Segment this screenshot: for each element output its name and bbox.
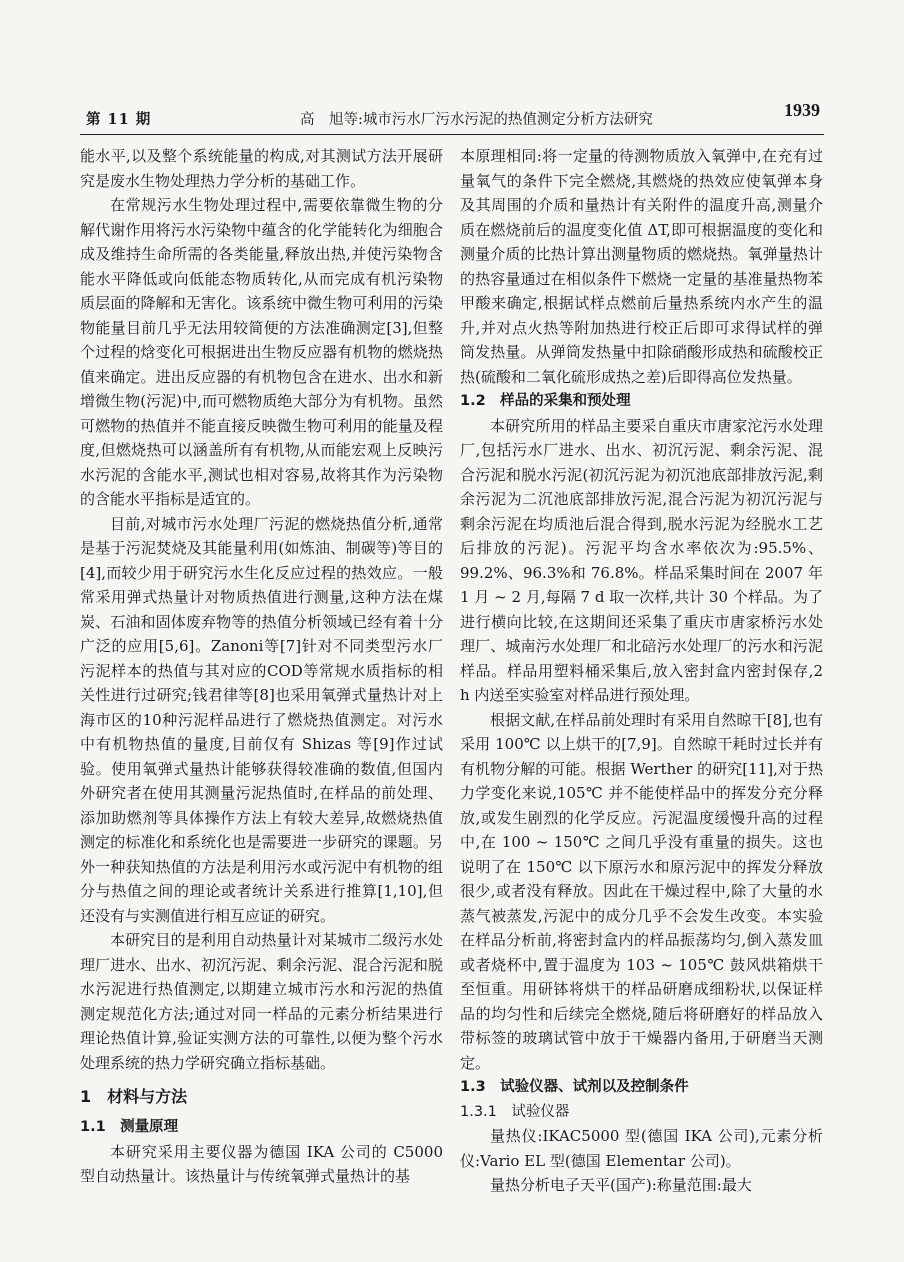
paragraph: 本研究采用主要仪器为德国 IKA 公司的 C5000 型自动热量计。该热量计与传统氧弹式量热计的基: [80, 1142, 443, 1185]
paragraph: 本研究所用的样品主要采自重庆市唐家沱污水处理厂,包括污水厂进水、出水、初沉污泥、剩余污泥、混合污泥和脱水污泥(初沉污泥为初沉池底部排放污泥,剩余污泥为二沉池底部排放污泥,混合污泥为初沉污泥与剩余污泥在均质池后混合得到,脱水污泥为经脱水工艺后排放的污泥)。污泥平均含水率依次为:95.5%、99.2%、96.3%和 76.8%。样品采集时间在 2007 年 1 月 ~ 2 月,每隔 7 d 取一次样,共计 30 个样品。为了进行横向比较,在这期间还采集了重庆市唐家桥污水处理厂、城南污水处理厂和北碚污水处理厂的污水和污泥样品。样品用塑料桶采集后,放入密封盒内密封保存,2 h 内送至实验室对样品进行预处理。: [460, 416, 823, 704]
paragraph: 量热仪:IKAC5000 型(德国 IKA 公司),元素分析仪:Vario EL 型(德国 Elementar 公司)。: [460, 1127, 823, 1170]
subsection-heading: 1.1 测量原理: [80, 1119, 179, 1135]
paragraph: 能水平,以及整个系统能量的构成,对其测试方法开展研究是废水生物处理热力学分析的基础工作。: [80, 147, 443, 190]
left-column: [80, 144, 443, 1189]
right-column: [460, 144, 823, 1198]
paragraph: 目前,对城市污水处理厂污泥的燃烧热值分析,通常是基于污泥焚烧及其能量利用(如炼油、制碳等)等目的[4],而较少用于研究污水生化反应过程的热效应。一般常采用弹式热量计对物质热值进行测量,这种方法在煤炭、石油和固体废弃物等的热值分析领域已经有着十分广泛的应用[5,6]。Zanoni等[7]针对不同类型污水厂污泥样本的热值与其对应的COD等常规水质指标的相关性进行过研究;钱君律等[8]也采用氧弹式量热计对上海市区的10种污泥样品进行了燃烧热值测定。对污水中有机物热值的量度,目前仅有 Shizas 等[9]作过试验。使用氧弹式量热计能够获得较准确的数值,但国内外研究者在使用其测量污泥热值时,在样品的前处理、添加助燃剂等具体操作方法上有较大差异,故燃烧热值测定的标准化和系统化也是需要进一步研究的课题。另外一种获知热值的方法是利用污水或污泥中有机物的组分与热值之间的理论或者统计关系进行推算[1,10],但还没有与实测值进行相互应证的研究。: [80, 514, 443, 925]
page-number: 1939: [784, 100, 820, 120]
paragraph: 本研究目的是利用自动热量计对某城市二级污水处理厂进水、出水、初沉污泥、剩余污泥、混合污泥和脱水污泥进行热值测定,以期建立城市污水和污泥的热值测定规范化方法;通过对同一样品的元素分析结果进行理论热值计算,验证实测方法的可靠性,以便为整个污水处理系统的热力学研究确立指标基础。: [80, 931, 443, 1072]
section-heading: 1 材料与方法: [80, 1087, 188, 1106]
page-header: [80, 100, 824, 135]
paragraph: 在常规污水生物处理过程中,需要依靠微生物的分解代谢作用将污水污染物中蕴含的化学能转化为细胞合成及维持生命所需的各类能量,释放出热,并使污染物含能水平降低或向低能态物质转化,从而完成有机污染物质层面的降解和无害化。该系统中微生物可利用的污染物能量目前几乎无法用较简便的方法准确测定[3],但整个过程的焓变化可根据进出生物反应器有机物的燃烧热值来确定。进出反应器的有机物包含在进水、出水和新增微生物(污泥)中,而可燃物质绝大部分为有机物。虽然可燃物的热值并不能直接反映微生物可利用的能量及程度,但燃烧热可以涵盖所有有机物,从而能宏观上反映污水污泥的含能水平,测试也相对容易,故将其作为污染物的含能水平指标是适宜的。: [80, 196, 443, 508]
paragraph: 本原理相同:将一定量的待测物质放入氧弹中,在充有过量氧气的条件下完全燃烧,其燃烧的热效应使氧弹本身及其周围的介质和量热计有关附件的温度升高,测量介质在燃烧前后的温度变化值 ΔT,即可根据温度的变化和测量介质的比热计算出测量物质的燃烧热。氧弹量热计的热容量通过在相似条件下燃烧一定量的基准量热物苯甲酸来确定,根据试样点燃前后量热系统内水产生的温升,并对点火热等附加热进行校正后即可求得试样的弹筒发热量。从弹筒发热量中扣除硝酸形成热和硫酸校正热(硫酸和二氧化硫形成热之差)后即得高位发热量。: [460, 147, 823, 386]
running-title: 高 旭等:城市污水厂污水污泥的热值测定分析方法研究: [300, 112, 653, 128]
subsection-heading: 1.2 样品的采集和预处理: [460, 393, 631, 409]
issue-number: 第 11 期: [86, 111, 152, 128]
paragraph: 量热分析电子天平(国产):称量范围:最大: [490, 1176, 752, 1194]
paragraph: 根据文献,在样品前处理时有采用自然晾干[8],也有采用 100℃ 以上烘干的[7,9]。自然晾干耗时过长并有有机物分解的可能。根据 Werther 的研究[11],对于热力学变化来说,105℃ 并不能使样品中的挥发分充分释放,或发生剧烈的化学反应。污泥温度缓慢升高的过程中,在 100 ~ 150℃ 之间几乎没有重量的损失。这也说明了在 150℃ 以下原污水和原污泥中的挥发分释放很少,或者没有释放。因此在干燥过程中,除了大量的水蒸气被蒸发,污泥中的成分几乎不会发生改变。本实验在样品分析前,将密封盒内的样品振荡均匀,倒入蒸发皿或者烧杯中,置于温度为 103 ~ 105℃ 鼓风烘箱烘干至恒重。用研钵将烘干的样品研磨成细粉状,以保证样品的均匀性和后续完全燃烧,随后将研磨好的样品放入带标签的玻璃试管中放于干燥器内备用,于研磨当天测定。: [460, 710, 823, 1072]
subsubsection-heading: 1.3.1 试验仪器: [460, 1103, 570, 1120]
subsection-heading: 1.3 试验仪器、试剂以及控制条件: [460, 1079, 689, 1095]
